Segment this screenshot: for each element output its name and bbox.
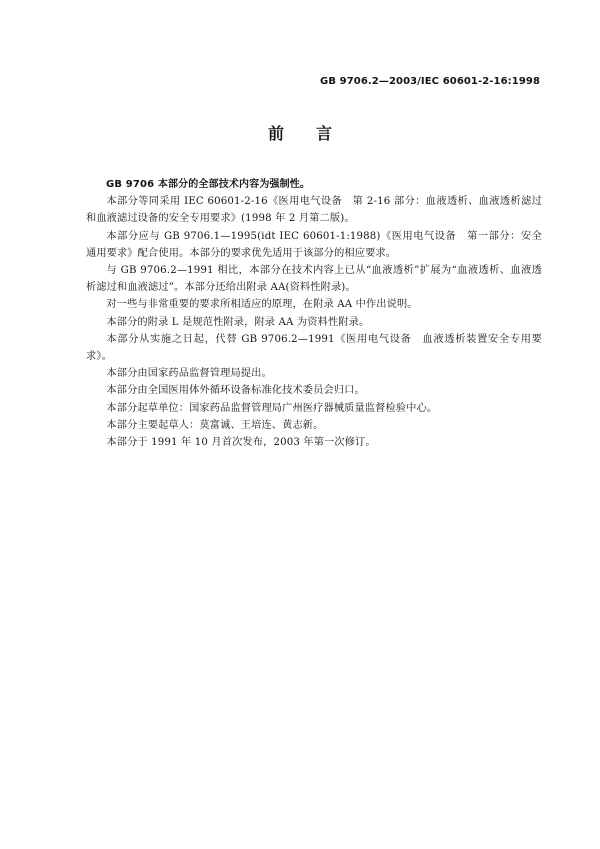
- standard-code-header: GB 9706.2—2003/IEC 60601-2-16:1998: [320, 76, 540, 87]
- paragraph-history: 本部分于 1991 年 10 月首次发布，2003 年第一次修订。: [106, 437, 376, 449]
- foreword-body: [86, 176, 542, 451]
- paragraph-mandatory-statement: GB 9706 本部分的全部技术内容为强制性。: [106, 179, 311, 190]
- paragraph-proposer: 本部分由国家药品监督管理局提出。: [106, 368, 272, 380]
- page-title: [0, 121, 600, 144]
- paragraph-comparison: 与 GB 9706.2—1991 相比，本部分在技术内容上已从“血液透析”扩展为“血液透析、血液透析滤过和血液滤过”。本部分还给出附录 AA(资料性附录)。: [86, 265, 542, 294]
- paragraph-adoption: 本部分等同采用 IEC 60601-2-16《医用电气设备 第 2-16 部分：血液透析、血液透析滤过和血液滤过设备的安全专用要求》(1998 年 2 月第二版)。: [86, 196, 542, 225]
- paragraph-rationale: 对一些与非常重要的要求所相适应的原理，在附录 AA 中作出说明。: [106, 299, 418, 311]
- paragraph-replacement: 本部分从实施之日起，代替 GB 9706.2—1991《医用电气设备 血液透析装置安全专用要求》。: [86, 333, 542, 363]
- paragraph-committee: 本部分由全国医用体外循环设备标准化技术委员会归口。: [106, 385, 365, 397]
- paragraph-drafters: 本部分主要起草人：莫富诚、王培连、黄志新。: [106, 419, 324, 431]
- title-char-2: 言: [316, 124, 333, 143]
- paragraph-usage: 本部分应与 GB 9706.1—1995(idt IEC 60601-1:1988)《医用电气设备 第一部分：安全通用要求》配合使用。本部分的要求优先适用于该部分的相应要求。: [86, 230, 542, 259]
- paragraph-drafting-unit: 本部分起草单位：国家药品监督管理局广州医疗器械质量监督检验中心。: [106, 402, 438, 414]
- title-char-1: 前: [267, 124, 284, 143]
- paragraph-annexes: 本部分的附录 L 是规范性附录，附录 AA 为资料性附录。: [106, 316, 370, 328]
